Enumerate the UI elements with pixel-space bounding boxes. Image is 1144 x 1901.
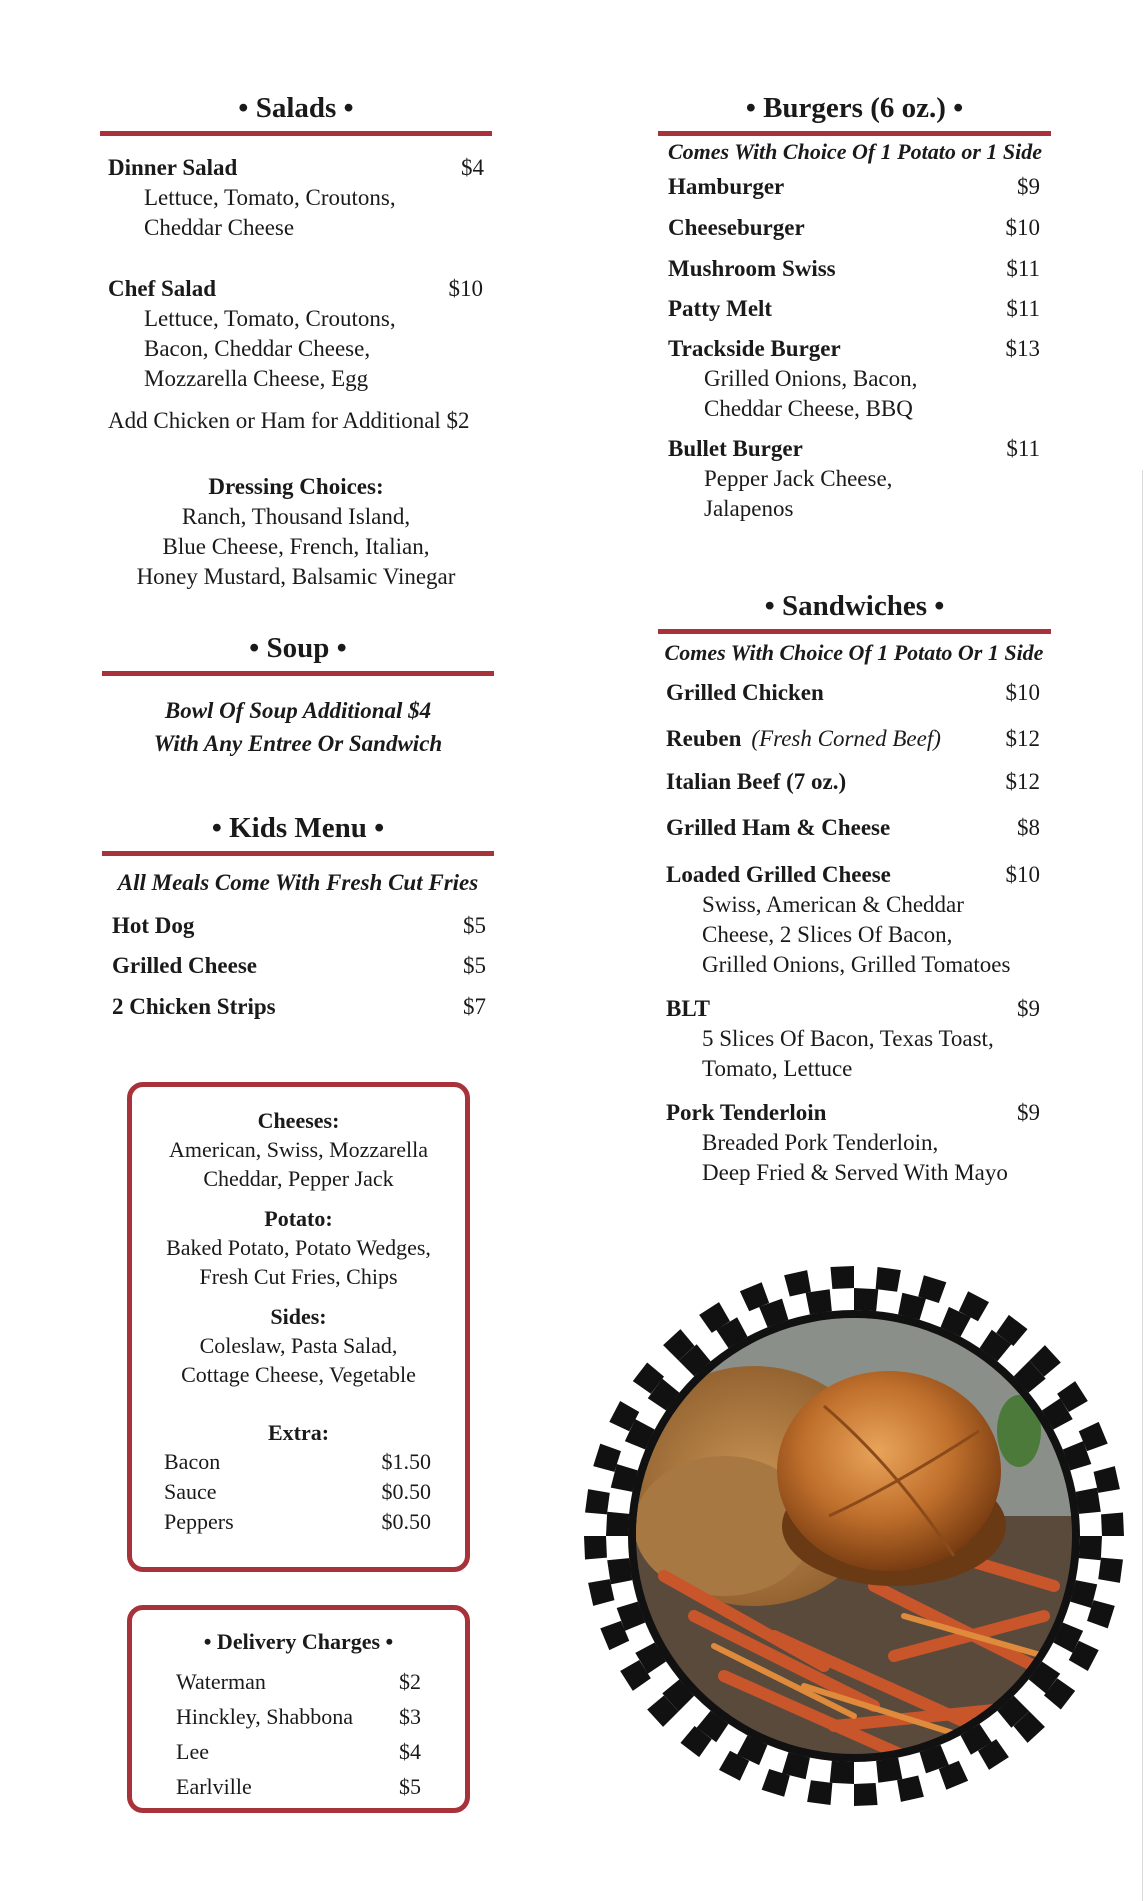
cheeses-line: Cheddar, Pepper Jack — [203, 1166, 394, 1191]
item-price: $12 — [1005, 769, 1040, 794]
menu-item-trackside-burger — [668, 334, 1040, 424]
item-desc-line: Lettuce, Tomato, Croutons, — [144, 185, 396, 210]
item-name: Reuben — [666, 726, 742, 751]
item-price: $12 — [1005, 726, 1040, 751]
checker-tile — [606, 1512, 629, 1536]
dressing-choices — [100, 472, 492, 592]
delivery-price: $3 — [399, 1704, 421, 1729]
sides-line: Coleslaw, Pasta Salad, — [199, 1333, 398, 1358]
item-name: Patty Melt — [668, 296, 773, 321]
item-price: $11 — [1006, 436, 1040, 461]
dressing-line: Honey Mustard, Balsamic Vinegar — [136, 564, 456, 589]
item-name: Chef Salad — [108, 276, 216, 301]
menu-item-reuben — [666, 724, 1040, 754]
checker-tile — [830, 1266, 854, 1289]
item-price: $9 — [1017, 174, 1040, 199]
item-desc-line: Deep Fried & Served With Mayo — [702, 1160, 1008, 1185]
extra-name: Sauce — [164, 1479, 217, 1504]
checker-tile — [854, 1783, 878, 1806]
extra-name: Peppers — [164, 1509, 234, 1534]
item-price: $11 — [1006, 256, 1040, 281]
food-photo-medallion — [574, 1256, 1134, 1816]
item-desc-line: Cheese, 2 Slices Of Bacon, — [702, 922, 953, 947]
extra-row — [164, 1507, 431, 1537]
menu-item-chicken-strips — [112, 992, 486, 1022]
item-price: $5 — [463, 953, 486, 978]
item-desc-line: Cheddar Cheese, BBQ — [704, 396, 913, 421]
item-price: $10 — [1005, 862, 1040, 887]
checker-tile — [807, 1780, 832, 1805]
checker-tile — [854, 1288, 878, 1311]
item-name: Mushroom Swiss — [668, 256, 836, 281]
sides-title: Sides: — [270, 1304, 327, 1329]
soup-line: With Any Entree Or Sandwich — [153, 731, 443, 756]
item-desc-line: Grilled Onions, Grilled Tomatoes — [702, 952, 1011, 977]
salad-addon-note: Add Chicken or Ham for Additional $2 — [108, 408, 470, 433]
item-name: Grilled Chicken — [666, 680, 824, 705]
delivery-price: $2 — [399, 1669, 421, 1694]
item-price: $11 — [1006, 296, 1040, 321]
menu-item-bullet-burger — [668, 434, 1040, 524]
item-name: Trackside Burger — [668, 336, 841, 361]
menu-item-grilled-chicken — [666, 678, 1040, 708]
page-edge-divider — [1142, 470, 1143, 1901]
menu-item-chef-salad — [108, 274, 483, 394]
kids-menu-note: All Meals Come With Fresh Cut Fries — [117, 870, 479, 895]
item-name: Loaded Grilled Cheese — [666, 862, 891, 887]
item-name: Grilled Ham & Cheese — [666, 815, 891, 840]
menu-item-blt — [666, 994, 1040, 1084]
extra-price: $1.50 — [381, 1449, 431, 1474]
delivery-row — [176, 1769, 421, 1804]
delivery-row — [176, 1699, 421, 1734]
soup-title: • Soup • — [102, 632, 494, 676]
item-price: $7 — [463, 994, 486, 1019]
delivery-place: Lee — [176, 1739, 209, 1764]
delivery-place: Waterman — [176, 1669, 266, 1694]
sides-line: Cottage Cheese, Vegetable — [181, 1362, 416, 1387]
item-name: Italian Beef (7 oz.) — [666, 769, 847, 794]
item-price: $10 — [1005, 680, 1040, 705]
item-price: $10 — [448, 276, 483, 301]
item-desc-line: Cheddar Cheese — [144, 215, 295, 240]
extra-title: Extra: — [267, 1420, 330, 1445]
extra-name: Bacon — [164, 1449, 221, 1474]
options-box — [127, 1082, 470, 1572]
menu-item-mushroom-swiss — [668, 254, 1040, 284]
sandwiches-title: • Sandwiches • — [658, 590, 1051, 634]
checker-tile — [1076, 1488, 1101, 1514]
item-price: $9 — [1017, 996, 1040, 1021]
item-desc-line: Grilled Onions, Bacon, — [704, 366, 918, 391]
item-desc-line: Bacon, Cheddar Cheese, — [144, 336, 371, 361]
item-name: Dinner Salad — [108, 155, 238, 180]
delivery-place: Hinckley, Shabbona — [176, 1704, 353, 1729]
item-desc-line: Lettuce, Tomato, Croutons, — [144, 306, 396, 331]
menu-item-dinner-salad — [108, 153, 488, 243]
item-desc-line: Mozzarella Cheese, Egg — [144, 366, 369, 391]
item-price: $8 — [1017, 815, 1040, 840]
extra-row — [164, 1477, 431, 1507]
menu-item-grilled-cheese — [112, 951, 486, 981]
delivery-title: • Delivery Charges • — [203, 1629, 394, 1654]
delivery-price: $5 — [399, 1774, 421, 1799]
sandwiches-note: Comes With Choice Of 1 Potato Or 1 Side — [664, 640, 1044, 665]
burgers-note: Comes With Choice Of 1 Potato or 1 Side — [667, 139, 1043, 164]
menu-item-loaded-grilled-cheese — [666, 860, 1040, 980]
soup-line: Bowl Of Soup Additional $4 — [164, 698, 432, 723]
item-name: Bullet Burger — [668, 436, 803, 461]
item-desc-line: Swiss, American & Cheddar — [702, 892, 964, 917]
item-price: $5 — [463, 913, 486, 938]
item-price: $13 — [1005, 336, 1040, 361]
checker-tile — [830, 1761, 854, 1784]
menu-item-hot-dog — [112, 911, 486, 941]
delivery-box — [127, 1605, 470, 1813]
potato-line: Fresh Cut Fries, Chips — [199, 1264, 398, 1289]
cheeses-title: Cheeses: — [257, 1108, 340, 1133]
checker-tile — [876, 1758, 902, 1783]
item-name: 2 Chicken Strips — [112, 994, 276, 1019]
checker-tile — [607, 1558, 632, 1584]
checker-tile — [1098, 1558, 1123, 1583]
item-name: Pork Tenderloin — [666, 1100, 827, 1125]
menu-item-italian-beef — [666, 767, 1040, 797]
burgers-title: • Burgers (6 oz.) • — [658, 92, 1051, 136]
extra-price: $0.50 — [381, 1479, 431, 1504]
delivery-row — [176, 1664, 421, 1699]
kids-menu-title: • Kids Menu • — [102, 812, 494, 856]
item-subtitle: (Fresh Corned Beef) — [751, 726, 941, 751]
potato-line: Baked Potato, Potato Wedges, — [166, 1235, 431, 1260]
checker-tile — [806, 1289, 832, 1314]
item-desc-line: 5 Slices Of Bacon, Texas Toast, — [702, 1026, 994, 1051]
item-name: BLT — [666, 996, 710, 1021]
dressing-line: Blue Cheese, French, Italian, — [162, 534, 430, 559]
item-desc-line: Tomato, Lettuce — [702, 1056, 853, 1081]
menu-item-patty-melt — [668, 294, 1040, 324]
delivery-row — [176, 1734, 421, 1769]
item-price: $9 — [1017, 1100, 1040, 1125]
salads-title: • Salads • — [100, 92, 492, 136]
cheeses-line: American, Swiss, Mozzarella — [168, 1137, 429, 1162]
extra-row — [164, 1447, 431, 1477]
checker-tile — [876, 1267, 901, 1292]
checker-tile — [1101, 1512, 1124, 1536]
dressing-title: Dressing Choices: — [208, 474, 384, 499]
item-name: Grilled Cheese — [112, 953, 257, 978]
delivery-place: Earlville — [176, 1774, 252, 1799]
item-desc-line: Breaded Pork Tenderloin, — [702, 1130, 939, 1155]
soup-note — [102, 694, 494, 760]
dressing-line: Ranch, Thousand Island, — [181, 504, 411, 529]
menu-item-pork-tenderloin — [666, 1098, 1040, 1188]
checker-tile — [585, 1489, 610, 1514]
menu-item-hamburger — [668, 172, 1040, 202]
checker-tile — [584, 1536, 607, 1560]
item-price: $10 — [1005, 215, 1040, 240]
item-desc-line: Pepper Jack Cheese, — [704, 466, 893, 491]
delivery-price: $4 — [399, 1739, 421, 1764]
item-name: Hamburger — [668, 174, 785, 199]
menu-item-cheeseburger — [668, 213, 1040, 243]
extra-price: $0.50 — [381, 1509, 431, 1534]
checker-tile — [1079, 1536, 1102, 1560]
item-name: Cheeseburger — [668, 215, 805, 240]
item-price: $4 — [461, 155, 484, 180]
potato-title: Potato: — [264, 1206, 333, 1231]
menu-item-grilled-ham-cheese — [666, 813, 1040, 843]
item-desc-line: Jalapenos — [704, 496, 794, 521]
item-name: Hot Dog — [112, 913, 195, 938]
